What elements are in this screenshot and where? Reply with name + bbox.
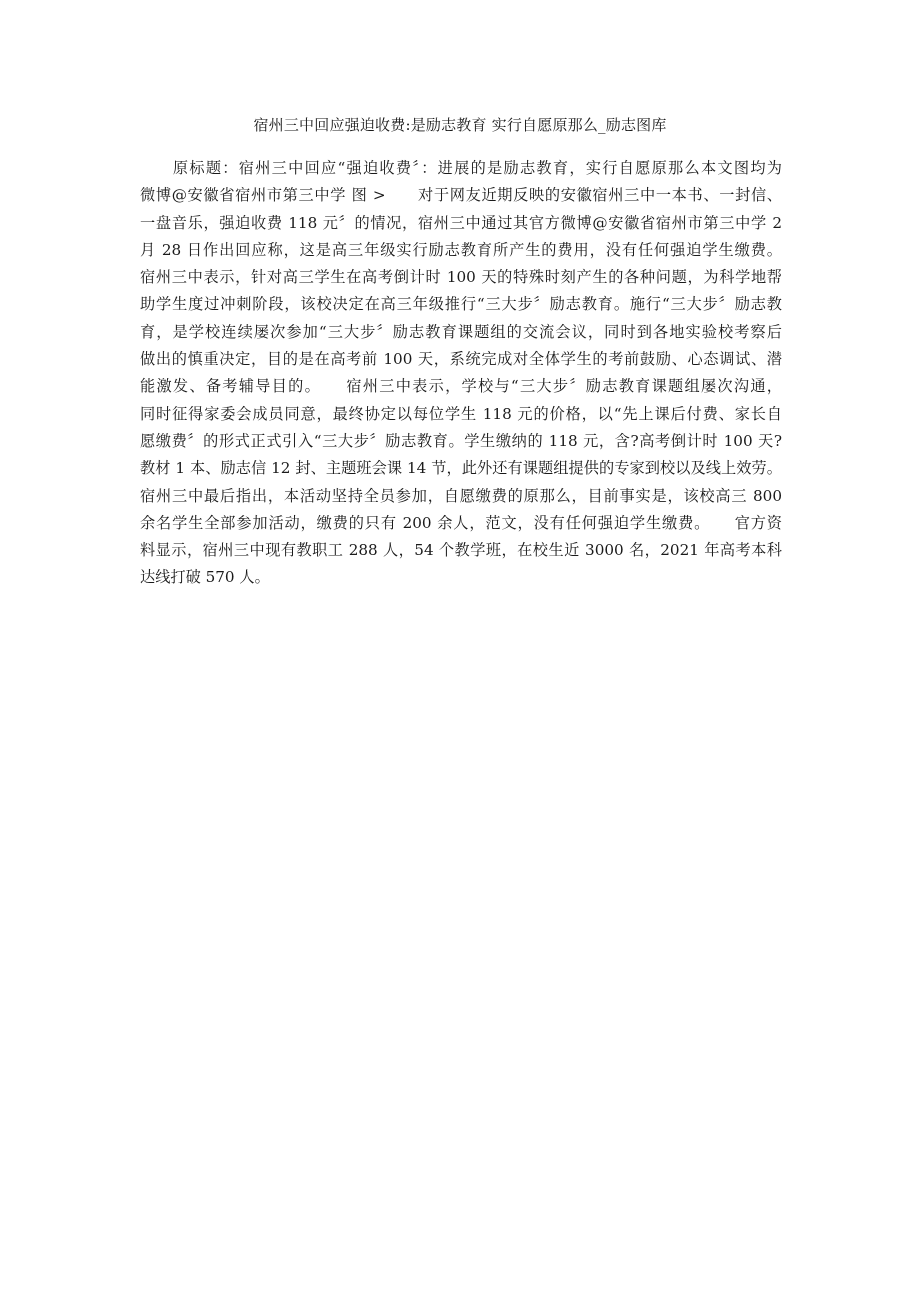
body-line: 余名学生全部参加活动，缴费的只有 200 余人，范文，没有任何强迫学生缴费。 官方资 [140,513,782,532]
body-line: 助学生度过冲刺阶段，该校决定在高三年级推行“三大步〞励志教育。施行“三大步〞励志教 [140,295,782,314]
body-line: 月 28 日作出回应称，这是高三年级实行励志教育所产生的费用，没有任何强迫学生缴费。 [140,240,782,259]
body-line: 原标题：宿州三中回应“强迫收费〞：进展的是励志教育，实行自愿原那么本文图均为 [140,159,782,177]
body-line: 同时征得家委会成员同意，最终协定以每位学生 118 元的价格，以“先上课后付费、家长自 [140,404,782,423]
body-line: 教材 1 本、励志信 12 封、主题班会课 14 节，此外还有课题组提供的专家到校以及线上效劳。 [140,459,782,478]
body-line: 愿缴费〞的形式正式引入“三大步〞励志教育。学生缴纳的 118 元，含?高考倒计时 100 天? [140,431,782,450]
body-line: 宿州三中最后指出，本活动坚持全员参加，自愿缴费的原那么，目前事实是，该校高三 800 [140,486,782,505]
body-line: 微博@安徽省宿州市第三中学 图 > 对于网友近期反映的安徽宿州三中一本书、一封信、 [140,186,782,205]
body-line: 达线打破 570 人。 [140,568,270,587]
body-line: 育，是学校连续屡次参加“三大步〞励志教育课题组的交流会议，同时到各地实验校考察后 [140,322,782,341]
body-line: 做出的慎重决定，目的是在高考前 100 天，系统完成对全体学生的考前鼓励、心态调试、潜 [140,350,782,369]
body-line: 宿州三中表示，针对高三学生在高考倒计时 100 天的特殊时刻产生的各种问题，为科学地帮 [140,268,782,287]
body-line: 一盘音乐，强迫收费 118 元〞的情况，宿州三中通过其官方微博@安徽省宿州市第三中学 2 [140,213,782,232]
document-body [140,155,782,592]
body-line: 料显示，宿州三中现有教职工 288 人，54 个教学班，在校生近 3000 名，2021 年高考本科 [140,541,782,560]
body-line: 能激发、备考辅导目的。 宿州三中表示，学校与“三大步〞励志教育课题组屡次沟通， [140,377,782,396]
document-title: 宿州三中回应强迫收费:是励志教育 实行自愿原那么_励志图库 [253,116,667,134]
